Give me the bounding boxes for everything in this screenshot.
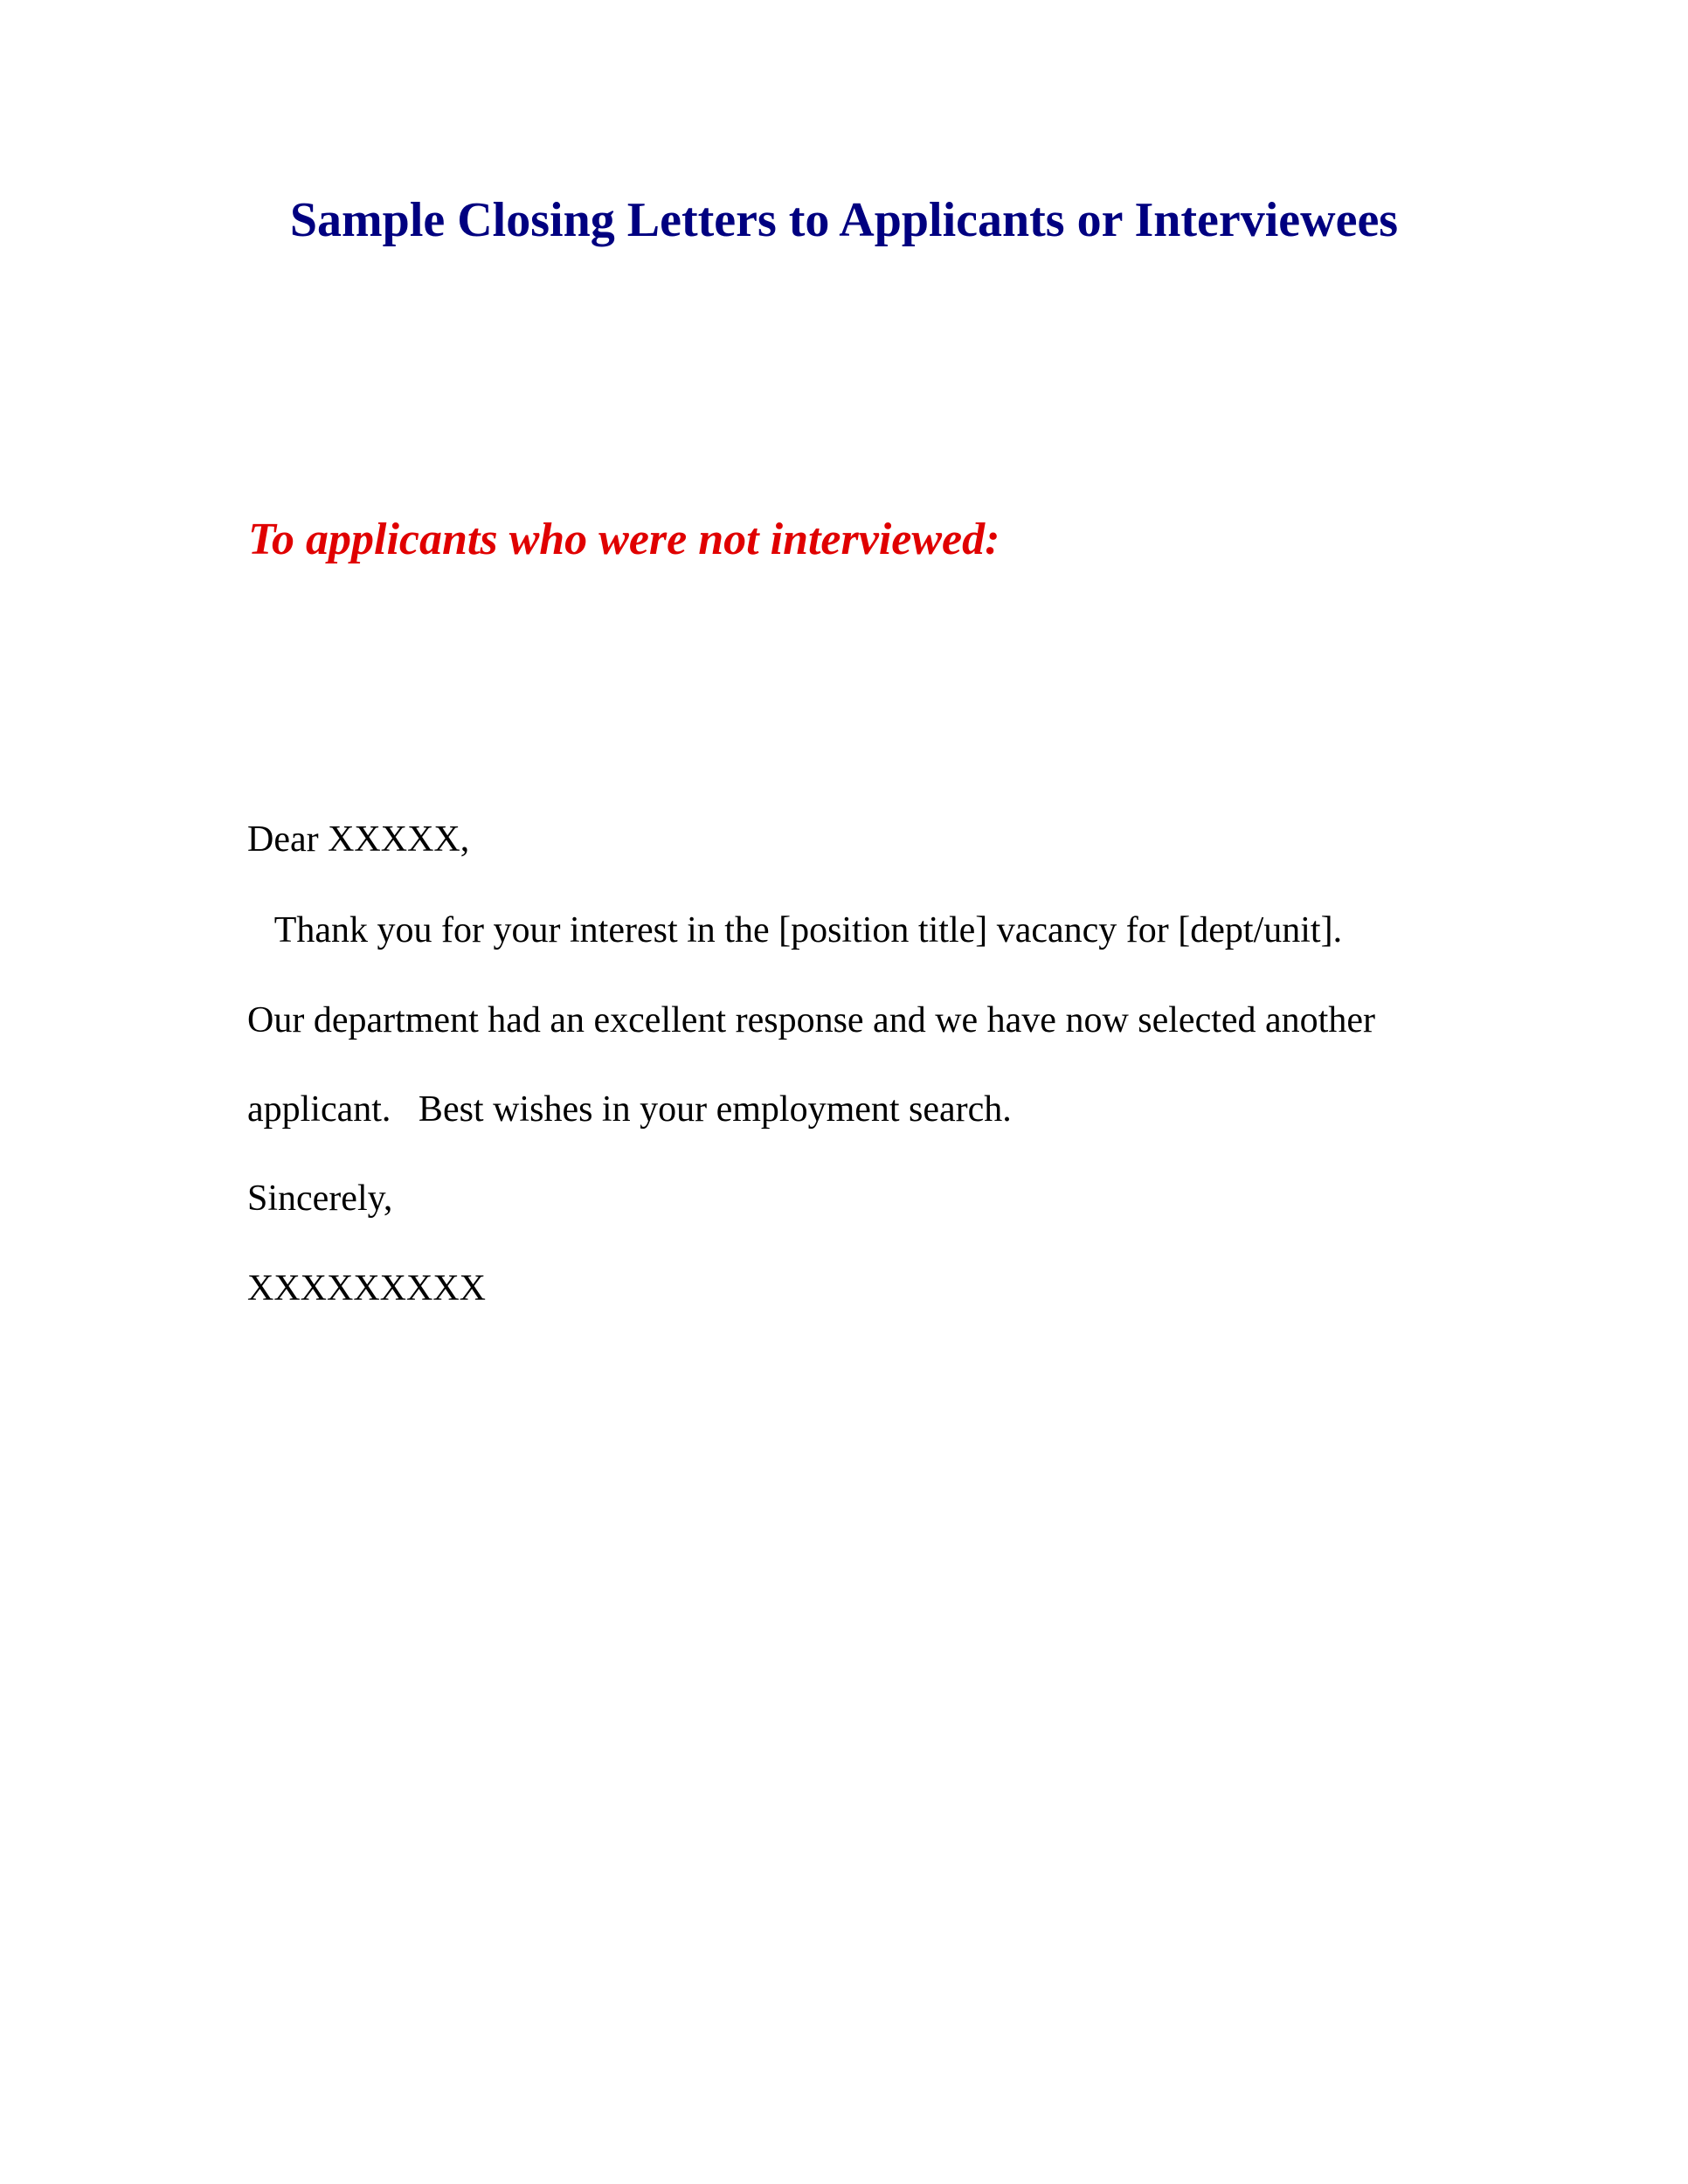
page-title: Sample Closing Letters to Applicants or Interviewees [289, 193, 1399, 247]
letter-signature: XXXXXXXXX [247, 1268, 486, 1309]
letter-body-line: applicant. Best wishes in your employment search. [247, 1089, 1012, 1130]
letter-closing: Sincerely, [247, 1178, 393, 1219]
letter-body-line: Thank you for your interest in the [position title] vacancy for [dept/unit]. [247, 910, 1343, 950]
letter-body-line: Our department had an excellent response and we have now selected another [247, 1000, 1375, 1040]
letter-salutation: Dear XXXXX, [247, 819, 470, 860]
section-heading: To applicants who were not interviewed: [248, 515, 1000, 564]
